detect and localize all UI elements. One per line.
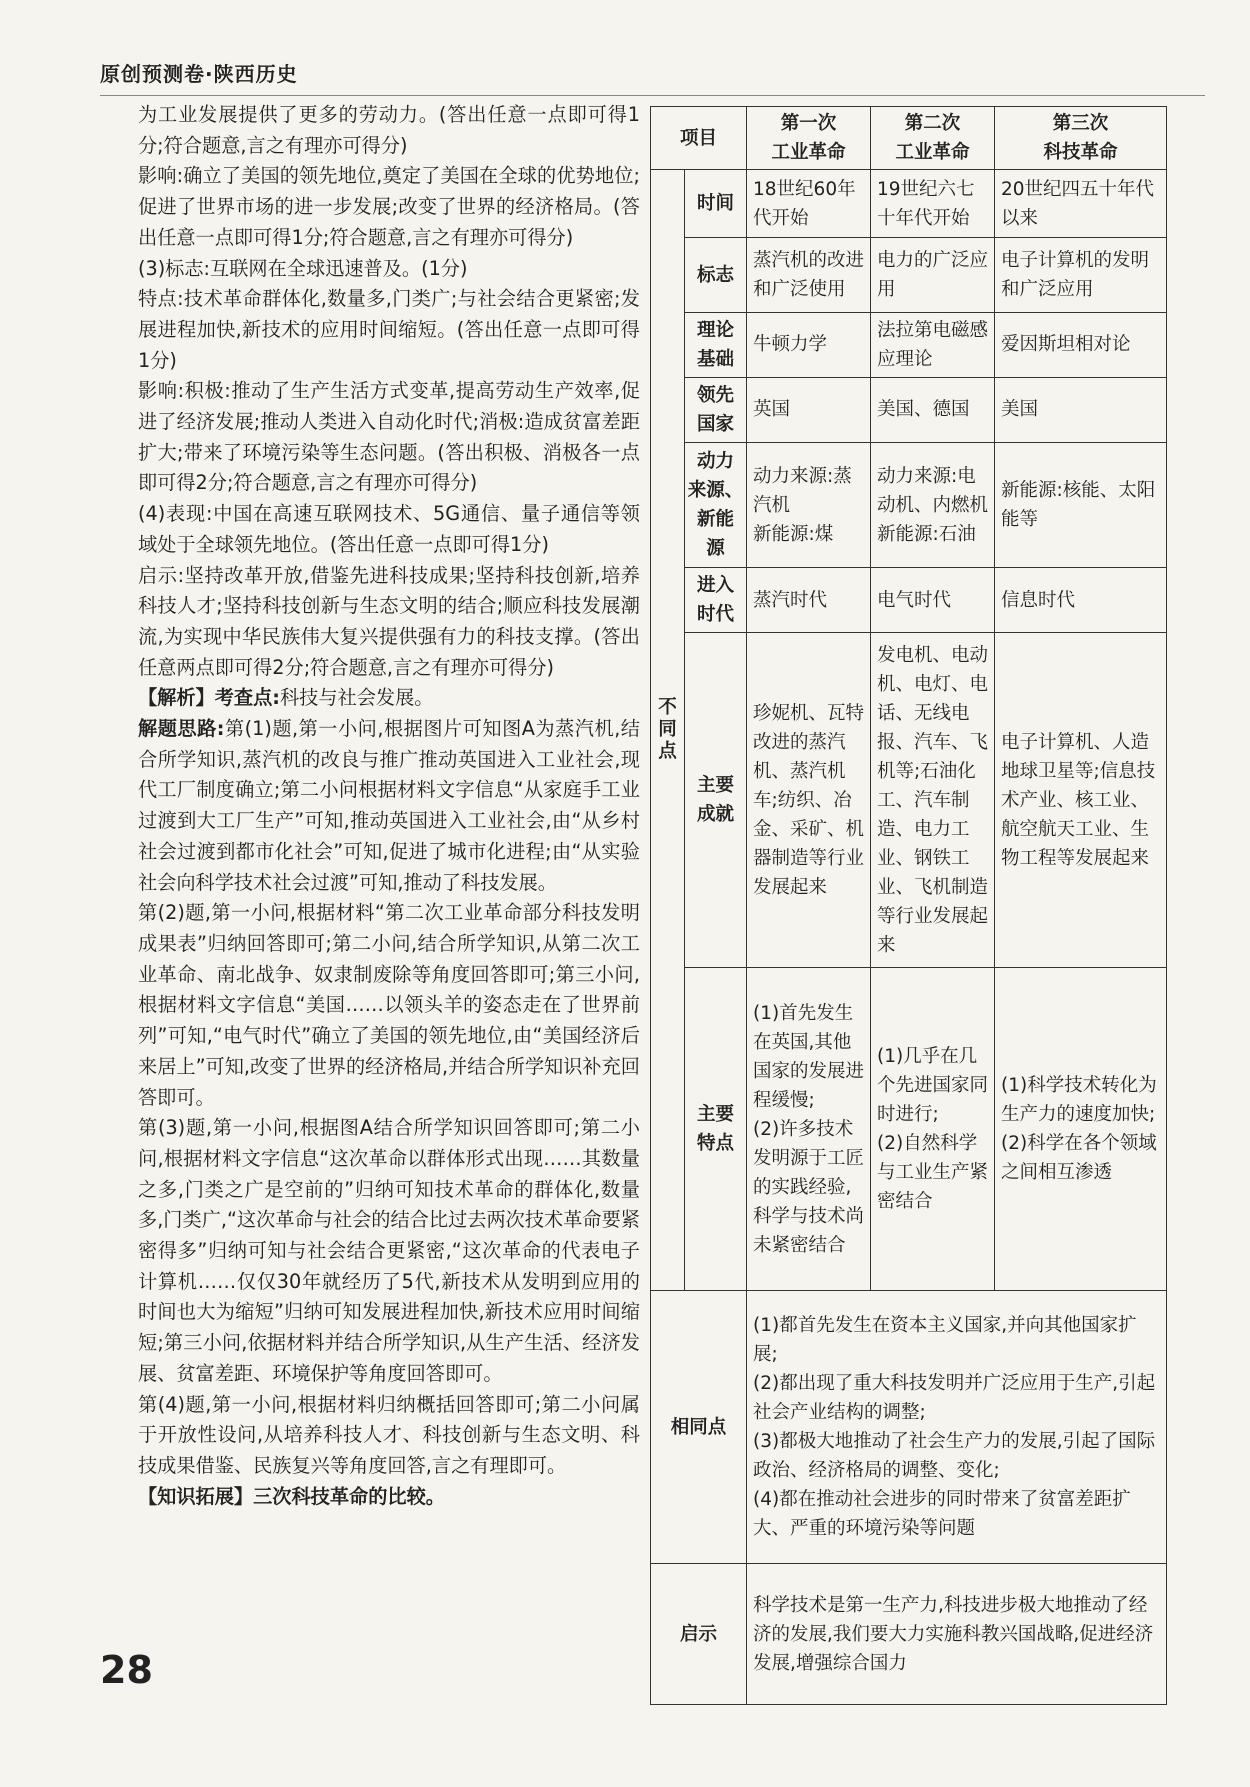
answer-paragraph: 影响:确立了美国的领先地位,奠定了美国在全球的优势地位;促进了世界市场的进一步发展;改变了世界的经济格局。(答出任意一点即可得1分;符合题意,言之有理亦可得分) [138,164,640,249]
idea-label: 解题思路: [138,717,225,741]
table-cell: 牛顿力学 [747,312,871,377]
extension-text: 三次科技革命的比较。 [253,1484,445,1508]
table-row-energy [651,443,1167,568]
table-cell: 电子计算机的发明和广泛应用 [995,238,1167,312]
table-cell: 蒸汽机的改进和广泛使用 [747,238,871,312]
table-cell: 信息时代 [995,568,1167,633]
row-label [685,377,747,442]
insight-label: 启示 [651,1564,747,1705]
answer-paragraph: 启示:坚持改革开放,借鉴先进科技成果;坚持科技创新,培养科技人才;坚持科技创新与生态文明的结合;顺应科技发展潮流,为实现中华民族伟大复兴提供强有力的科技支撑。(答出任意两点即可得2分;符合题意,言之有理亦可得分) [138,563,640,679]
row-label [685,568,747,633]
table-cell: 英国 [747,377,871,442]
answer-paragraph: (4)表现:中国在高速互联网技术、5G通信、量子通信等领域处于全球领先地位。(答出任意一点即可得1分) [138,502,640,556]
page-number: 28 [100,1648,153,1692]
header-col-2 [871,107,995,170]
table-row-leading-country [651,377,1167,442]
table-cell: 发电机、电动机、电灯、电话、无线电报、汽车、飞机等;石油化工、汽车制造、电力工业、钢铁工业、飞机制造等行业发展起来 [871,633,995,968]
header-line: 工业革命 [771,142,846,163]
header-rule [100,95,1205,96]
header-line: 第二次 [904,113,961,134]
answer-paragraph: 为工业发展提供了更多的劳动力。(答出任意一点即可得1分;符合题意,言之有理亦可得分) [138,103,640,157]
table-cell: (1)科学技术转化为生产力的速度加快; (2)科学在各个领域之间相互渗透 [995,968,1167,1291]
table-cell: 19世纪六七十年代开始 [871,170,995,238]
row-label-line: 主要 [697,775,735,797]
row-label [685,968,747,1291]
row-label [685,633,747,968]
table-row-achievements [651,633,1167,968]
row-label-line: 动力 [697,451,735,473]
group-label-differences [651,170,685,1291]
row-label-line: 基础 [697,348,735,370]
idea-paragraph [138,714,640,898]
row-label-line: 新能 [697,509,735,531]
table-cell: 电力的广泛应用 [871,238,995,312]
header-item: 项目 [651,107,747,170]
table-row-insight [651,1564,1167,1705]
row-label-line: 领先 [697,384,735,406]
table-row-era [651,568,1167,633]
answer-paragraph: 影响:积极:推动了生产生活方式变革,提高劳动生产效率,促进了经济发展;推动人类进入自动化时代;消极:造成贫富差距扩大;带来了环境污染等生态问题。(答出积极、消极各一点即可得2分;符合题意,言之有理亦可得分) [138,379,640,495]
running-header: 原创预测卷·陕西历史 [100,62,298,86]
table-cell: 18世纪60年代开始 [747,170,871,238]
analysis-paragraph: 第(3)题,第一小问,根据图A结合所学知识回答即可;第二小问,根据材料文字信息“这次革命以群体形式出现……其数量之多,门类之广是空前的”归纳可知技术革命的群体化,数量多,门类广,“这次革命与社会的结合比过去两次技术革命要紧密得多”归纳可知与社会结合更紧密,“这次革命的代表电子计算机……仅仅30年就经历了5代,新技术从发明到应用的时间也大为缩短”归纳可知发展进程加快,新技术应用时间缩短;第三小问,依据材料并结合所学知识,从生产生活、经济发展、贫富差距、环境保护等角度回答即可。 [138,1116,640,1385]
header-line: 工业革命 [895,142,970,163]
table-cell: (1)首先发生在英国,其他国家的发展进程缓慢; (2)许多技术发明源于工匠的实践经验,科学与技术尚未紧密结合 [747,968,871,1291]
row-label-line: 时间 [697,193,735,215]
analysis-paragraph [138,683,640,714]
row-label-line: 时代 [697,604,735,626]
table-cell: 珍妮机、瓦特改进的蒸汽机、蒸汽机车;纺织、冶金、采矿、机器制造等行业发展起来 [747,633,871,968]
row-label-line: 主要 [697,1104,735,1126]
row-label [685,312,747,377]
table-cell: 电子计算机、人造地球卫星等;信息技术产业、核工业、航空航天工业、生物工程等发展起来 [995,633,1167,968]
extension-paragraph [138,1482,640,1513]
header-line: 第三次 [1052,113,1109,134]
row-label [685,238,747,312]
table-header-row [651,107,1167,170]
table-cell: 20世纪四五十年代以来 [995,170,1167,238]
analysis-paragraph: 第(4)题,第一小问,根据材料归纳概括回答即可;第二小问属于开放性设问,从培养科技人才、科技创新与生态文明、科技成果借鉴、民族复兴等角度回答,言之有理即可。 [138,1392,640,1477]
row-label-line: 国家 [697,413,735,435]
row-label-line: 成就 [697,804,735,826]
row-label [685,170,747,238]
table-cell: 美国、德国 [871,377,995,442]
group-label-text: 不同点 [658,697,677,763]
analysis-text: 科技与社会发展。 [280,686,434,710]
row-label-line: 源 [706,538,725,560]
row-label-line: 标志 [697,264,735,286]
idea-text: 第(1)题,第一小问,根据图片可知图A为蒸汽机,结合所学知识,蒸汽机的改良与推广推动英国进入工业社会,现代工厂制度确立;第二小问根据材料文字信息“从家庭手工业过渡到大工厂生产”可知,推动英国进入工业社会,由“从乡村社会过渡到都市化社会”可知,促进了城市化进程;由“从实验社会向科学技术社会过渡”可知,推动了科技发展。 [138,717,640,894]
same-label: 相同点 [651,1291,747,1564]
table-cell: (1)几乎在几个先进国家同时进行; (2)自然科学与工业生产紧密结合 [871,968,995,1291]
analysis-paragraph: 第(2)题,第一小问,根据材料“第二次工业革命部分科技发明成果表”归纳回答即可;第二小问,结合所学知识,从第二次工业革命、南北战争、奴隶制废除等角度回答即可;第三小问,根据材料文字信息“美国……以领头羊的姿态走在了世界前列”可知,“电气时代”确立了美国的领先地位,由“美国经济后来居上”可知,改变了世界的经济格局,并结合所学知识补充回答即可。 [138,901,640,1109]
row-label-line: 进入 [697,575,735,597]
insight-text: 科学技术是第一生产力,科技进步极大地推动了经济的发展,我们要大力实施科教兴国战略,促进经济发展,增强综合国力 [747,1564,1167,1705]
comparison-table [650,106,1167,1705]
table-row-features [651,968,1167,1291]
table-row-time [651,170,1167,238]
header-line: 第一次 [780,113,837,134]
table-cell: 动力来源:蒸汽机 新能源:煤 [747,443,871,568]
table-cell: 新能源:核能、太阳能等 [995,443,1167,568]
table-cell: 爱因斯坦相对论 [995,312,1167,377]
row-label [685,443,747,568]
answer-column [138,100,640,1512]
row-label-line: 特点 [697,1133,735,1155]
table-cell: 法拉第电磁感应理论 [871,312,995,377]
table-cell: 蒸汽时代 [747,568,871,633]
same-text: (1)都首先发生在资本主义国家,并向其他国家扩展; (2)都出现了重大科技发明并广泛应用于生产,引起社会产业结构的调整; (3)都极大地推动了社会生产力的发展,引起了国际政治、经济格局的调整、变化; (4)都在推动社会进步的同时带来了贫富差距扩大、严重的环境污染等问题 [747,1291,1167,1564]
answer-paragraph: (3)标志:互联网在全球迅速普及。(1分) [138,256,468,280]
table-row-symbol [651,238,1167,312]
table-cell: 美国 [995,377,1167,442]
table-row-theory [651,312,1167,377]
row-label-line: 来源、 [687,480,744,502]
table-row-similarities [651,1291,1167,1564]
header-line: 科技革命 [1043,142,1118,163]
table-cell: 电气时代 [871,568,995,633]
answer-paragraph: 特点:技术革命群体化,数量多,门类广;与社会结合更紧密;发展进程加快,新技术的应用时间缩短。(答出任意一点即可得1分) [138,287,640,372]
extension-label: 【知识拓展】 [138,1484,254,1508]
table-cell: 动力来源:电动机、内燃机 新能源:石油 [871,443,995,568]
header-col-1 [747,107,871,170]
header-col-3 [995,107,1167,170]
row-label-line: 理论 [697,319,735,341]
analysis-label: 【解析】考查点: [138,686,280,710]
